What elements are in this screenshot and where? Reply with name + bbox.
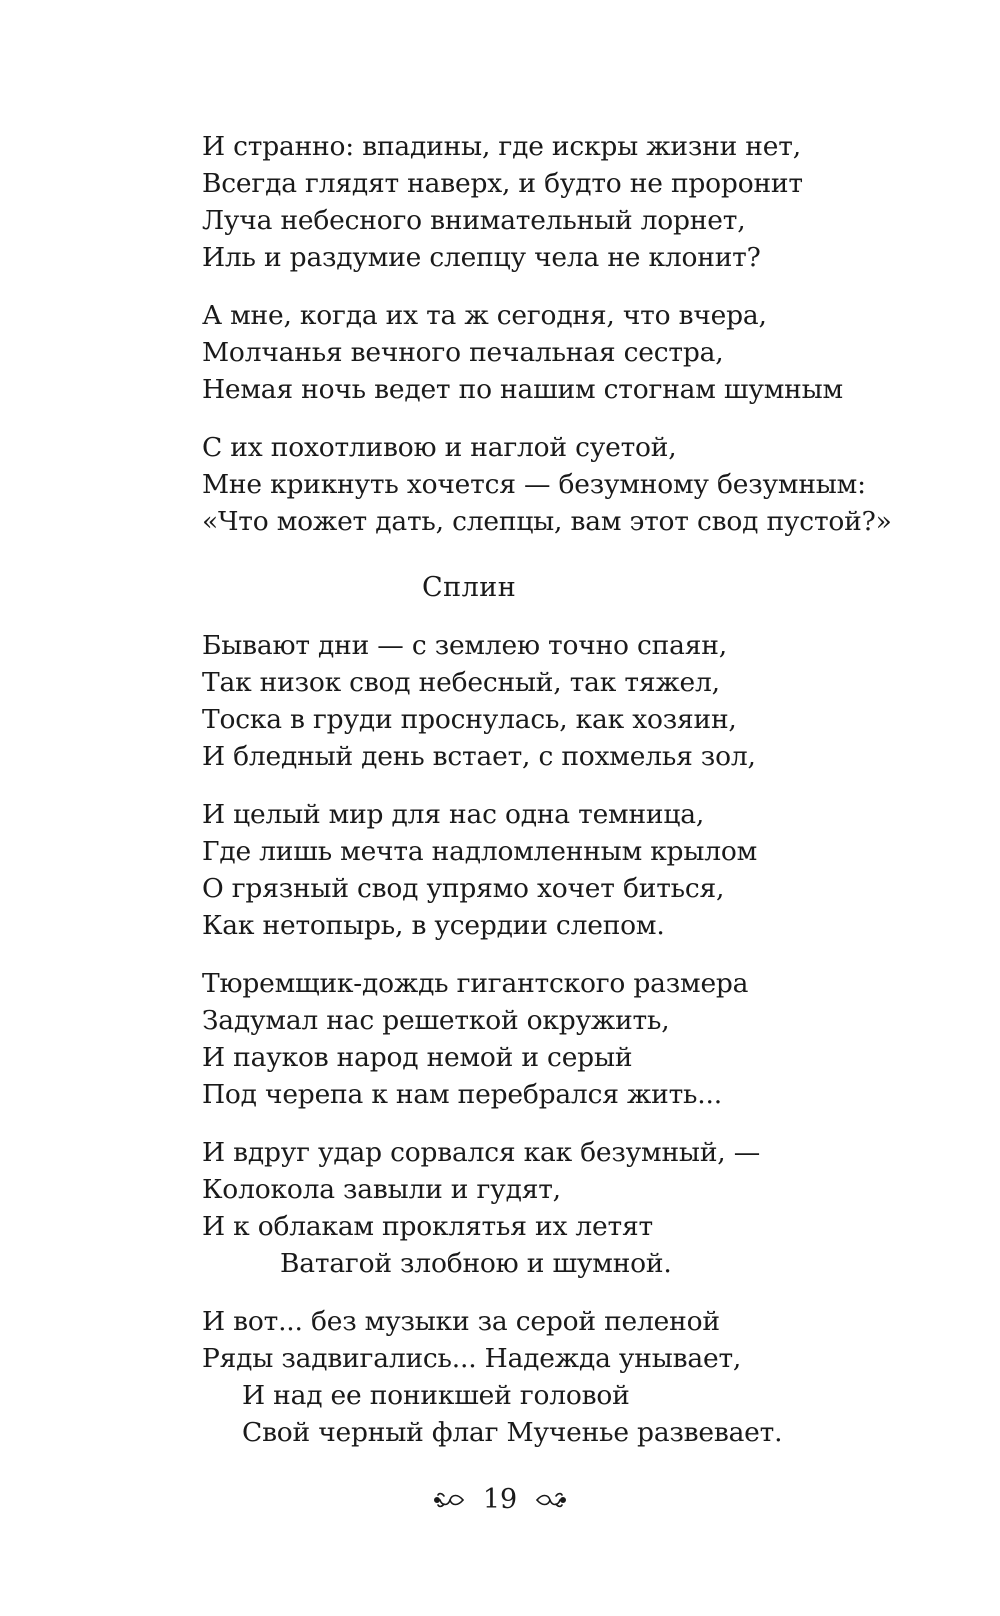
verse-line: С их похотливою и наглой суетой,: [202, 432, 677, 463]
stanza: [202, 1303, 962, 1451]
verse-line: Колокола завыли и гудят,: [202, 1174, 561, 1205]
verse-line: И странно: впадины, где искры жизни нет,: [202, 131, 801, 162]
verse-line: Где лишь мечта надломленным крылом: [202, 836, 758, 867]
verse-line: Свой черный флаг Мученье развевает.: [242, 1417, 783, 1448]
stanza: [202, 297, 962, 408]
poem-text: [202, 128, 962, 1451]
verse-line: Всегда глядят наверх, и будто не проронит: [202, 168, 803, 199]
stanza: [202, 128, 962, 276]
stanza: [202, 627, 962, 775]
verse-line: Ватагой злобною и шумной.: [280, 1248, 672, 1279]
verse-line: И вдруг удар сорвался как безумный, —: [202, 1137, 761, 1168]
verse-line: А мне, когда их та ж сегодня, что вчера,: [202, 300, 767, 331]
poem-title: Сплин: [422, 572, 517, 603]
verse-line: Луча небесного внимательный лорнет,: [202, 205, 746, 236]
verse-line: Тюремщик-дождь гигантского размера: [202, 968, 749, 999]
verse-line: Мне крикнуть хочется — безумному безумным:: [202, 469, 866, 500]
verse-line: И целый мир для нас одна темница,: [202, 799, 705, 830]
verse-line: Задумал нас решеткой окружить,: [202, 1005, 670, 1036]
verse-line: И над ее поникшей головой: [242, 1380, 630, 1411]
verse-line: Молчанья вечного печальная сестра,: [202, 337, 724, 368]
verse-line: И вот... без музыки за серой пеленой: [202, 1306, 720, 1337]
verse-line: Тоска в груди проснулась, как хозяин,: [202, 704, 737, 735]
page-footer: [0, 1480, 1000, 1518]
verse-line: Под черепа к нам перебрался жить...: [202, 1079, 722, 1110]
right-flourish-icon: [534, 1490, 568, 1510]
verse-line: Как нетопырь, в усердии слепом.: [202, 910, 665, 941]
stanza: [202, 796, 962, 944]
verse-line: Немая ночь ведет по нашим стогнам шумным: [202, 374, 843, 405]
verse-line: И бледный день встает, с похмелья зол,: [202, 741, 756, 772]
stanza: [202, 1134, 962, 1282]
verse-line: И пауков народ немой и серый: [202, 1042, 633, 1073]
page-number: 19: [482, 1484, 518, 1515]
verse-line: Так низок свод небесный, так тяжел,: [202, 667, 720, 698]
verse-line: О грязный свод упрямо хочет биться,: [202, 873, 725, 904]
verse-line: «Что может дать, слепцы, вам этот свод пустой?»: [202, 506, 892, 537]
verse-line: Иль и раздумие слепцу чела не клонит?: [202, 242, 761, 273]
stanza: [202, 965, 962, 1113]
verse-line: Бывают дни — с землею точно спаян,: [202, 630, 727, 661]
left-flourish-icon: [432, 1490, 466, 1510]
verse-line: Ряды задвигались... Надежда унывает,: [202, 1343, 742, 1374]
stanza: [202, 429, 962, 540]
verse-line: И к облакам проклятья их летят: [202, 1211, 653, 1242]
